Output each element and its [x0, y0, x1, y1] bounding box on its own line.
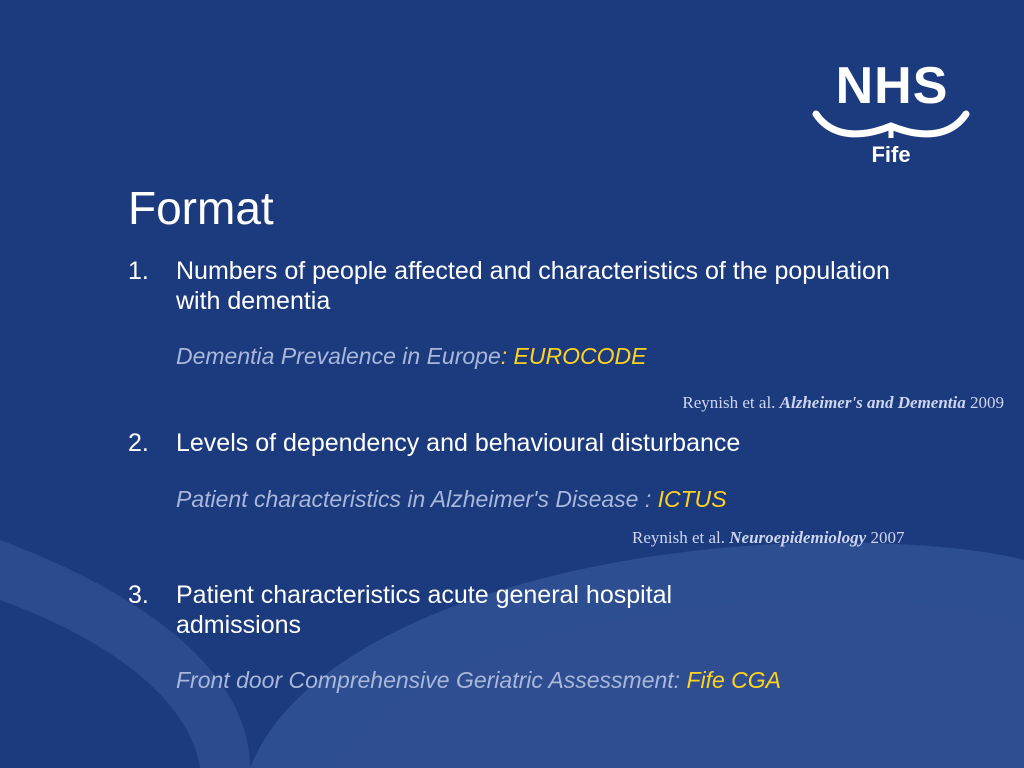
- bridge-icon: [812, 108, 970, 142]
- study-separator: :: [673, 667, 687, 693]
- item-number: 2.: [128, 429, 149, 457]
- nhs-fife-logo: [812, 58, 970, 170]
- study-line-3: [176, 666, 781, 694]
- item-text: Numbers of people affected and characteristics of the population with dementia: [176, 257, 890, 315]
- item-text: Levels of dependency and behavioural disturbance: [176, 429, 741, 457]
- reference-2: [632, 528, 904, 548]
- study-name: Patient characteristics in Alzheimer's Disease: [176, 486, 645, 512]
- ref-authors: Reynish et al.: [632, 528, 730, 547]
- logo-place-text: Fife: [871, 142, 911, 167]
- study-acronym: EUROCODE: [513, 343, 647, 369]
- study-separator: :: [644, 486, 658, 512]
- item-number: 1.: [128, 257, 149, 285]
- ref-authors: Reynish et al.: [682, 393, 780, 412]
- item-number: 3.: [128, 581, 149, 609]
- slide-title: Format: [128, 182, 274, 234]
- study-separator: :: [500, 343, 514, 369]
- logo-nhs-text: NHS: [835, 57, 949, 115]
- reference-1: [682, 393, 1004, 413]
- ref-journal: Alzheimer's and Dementia: [779, 393, 966, 412]
- ref-journal: Neuroepidemiology: [729, 528, 867, 547]
- study-acronym: Fife CGA: [686, 667, 782, 693]
- study-line-2: [176, 485, 727, 513]
- study-line-1: [176, 342, 646, 370]
- study-acronym: ICTUS: [657, 486, 727, 512]
- study-name: Dementia Prevalence in Europe: [176, 343, 501, 369]
- item-text: Patient characteristics acute general hospital admissions: [176, 581, 673, 639]
- ref-year: 2007: [866, 528, 905, 547]
- study-name: Front door Comprehensive Geriatric Assessment: [176, 667, 674, 693]
- ref-year: 2009: [965, 393, 1004, 412]
